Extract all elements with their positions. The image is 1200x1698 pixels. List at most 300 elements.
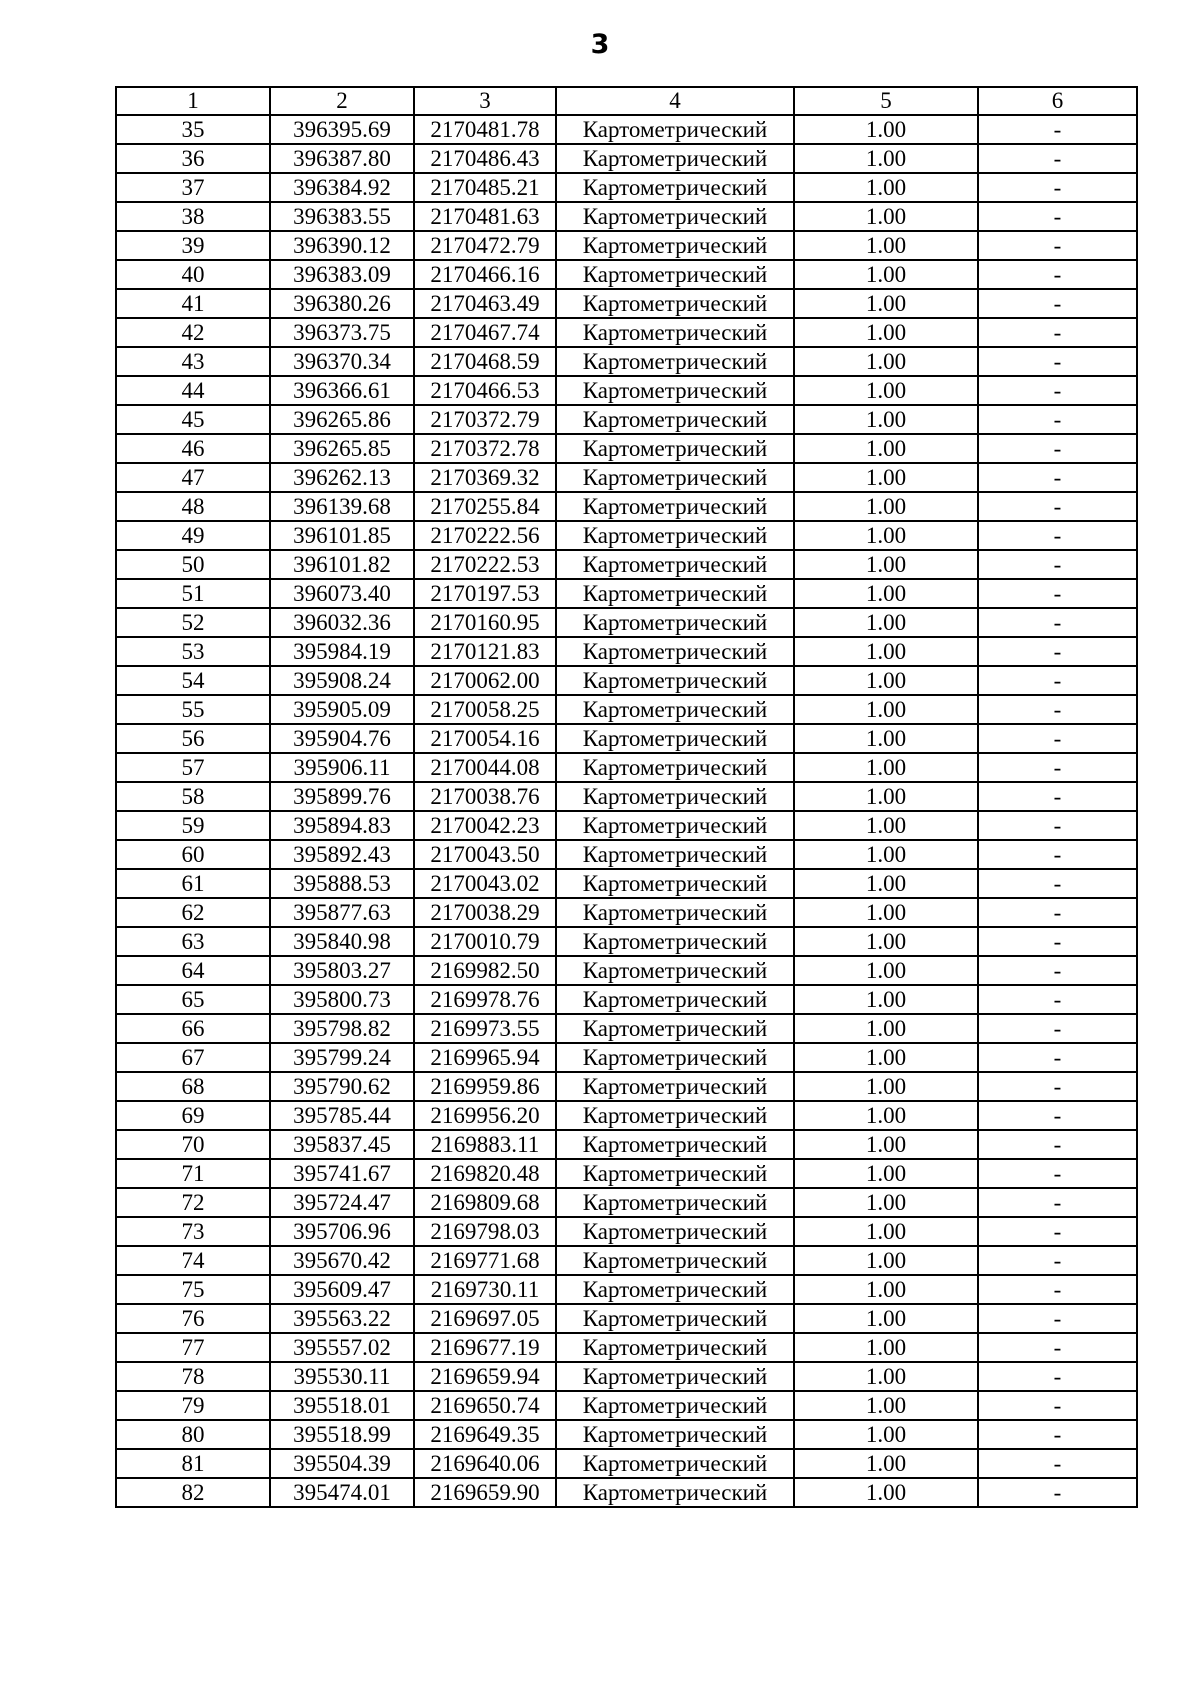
method-cell: Картометрический (556, 318, 794, 347)
point-number-cell: 45 (116, 405, 270, 434)
x-coordinate-cell: 395984.19 (270, 637, 414, 666)
method-cell: Картометрический (556, 434, 794, 463)
point-number-cell: 65 (116, 985, 270, 1014)
method-cell: Картометрический (556, 550, 794, 579)
point-number-cell: 68 (116, 1072, 270, 1101)
table-row (116, 1449, 1137, 1478)
note-cell: - (978, 405, 1137, 434)
point-number-cell: 76 (116, 1304, 270, 1333)
method-cell: Картометрический (556, 724, 794, 753)
table-row (116, 492, 1137, 521)
y-coordinate-cell: 2170372.78 (414, 434, 556, 463)
accuracy-cell: 1.00 (794, 376, 978, 405)
note-cell: - (978, 1159, 1137, 1188)
method-cell: Картометрический (556, 1362, 794, 1391)
header-cell-5: 5 (794, 87, 978, 115)
x-coordinate-cell: 396380.26 (270, 289, 414, 318)
y-coordinate-cell: 2169982.50 (414, 956, 556, 985)
y-coordinate-cell: 2169650.74 (414, 1391, 556, 1420)
table-row (116, 1188, 1137, 1217)
x-coordinate-cell: 396262.13 (270, 463, 414, 492)
point-number-cell: 72 (116, 1188, 270, 1217)
method-cell: Картометрический (556, 811, 794, 840)
table-row (116, 753, 1137, 782)
x-coordinate-cell: 395840.98 (270, 927, 414, 956)
y-coordinate-cell: 2170160.95 (414, 608, 556, 637)
x-coordinate-cell: 395798.82 (270, 1014, 414, 1043)
note-cell: - (978, 1246, 1137, 1275)
y-coordinate-cell: 2169730.11 (414, 1275, 556, 1304)
accuracy-cell: 1.00 (794, 492, 978, 521)
table-row (116, 1014, 1137, 1043)
point-number-cell: 75 (116, 1275, 270, 1304)
accuracy-cell: 1.00 (794, 463, 978, 492)
y-coordinate-cell: 2170222.53 (414, 550, 556, 579)
x-coordinate-cell: 395894.83 (270, 811, 414, 840)
method-cell: Картометрический (556, 608, 794, 637)
accuracy-cell: 1.00 (794, 1420, 978, 1449)
y-coordinate-cell: 2169978.76 (414, 985, 556, 1014)
y-coordinate-cell: 2170043.50 (414, 840, 556, 869)
accuracy-cell: 1.00 (794, 695, 978, 724)
table-row (116, 1304, 1137, 1333)
x-coordinate-cell: 395530.11 (270, 1362, 414, 1391)
accuracy-cell: 1.00 (794, 318, 978, 347)
y-coordinate-cell: 2169883.11 (414, 1130, 556, 1159)
note-cell: - (978, 521, 1137, 550)
point-number-cell: 67 (116, 1043, 270, 1072)
accuracy-cell: 1.00 (794, 173, 978, 202)
x-coordinate-cell: 395670.42 (270, 1246, 414, 1275)
x-coordinate-cell: 395803.27 (270, 956, 414, 985)
header-cell-1: 1 (116, 87, 270, 115)
point-number-cell: 37 (116, 173, 270, 202)
accuracy-cell: 1.00 (794, 1391, 978, 1420)
method-cell: Картометрический (556, 521, 794, 550)
y-coordinate-cell: 2169659.94 (414, 1362, 556, 1391)
y-coordinate-cell: 2169640.06 (414, 1449, 556, 1478)
point-number-cell: 74 (116, 1246, 270, 1275)
table-row (116, 1391, 1137, 1420)
y-coordinate-cell: 2169798.03 (414, 1217, 556, 1246)
accuracy-cell: 1.00 (794, 637, 978, 666)
point-number-cell: 40 (116, 260, 270, 289)
y-coordinate-cell: 2169659.90 (414, 1478, 556, 1507)
note-cell: - (978, 898, 1137, 927)
method-cell: Картометрический (556, 869, 794, 898)
accuracy-cell: 1.00 (794, 115, 978, 144)
x-coordinate-cell: 395837.45 (270, 1130, 414, 1159)
method-cell: Картометрический (556, 1420, 794, 1449)
note-cell: - (978, 956, 1137, 985)
note-cell: - (978, 927, 1137, 956)
table-row (116, 550, 1137, 579)
note-cell: - (978, 1449, 1137, 1478)
point-number-cell: 41 (116, 289, 270, 318)
coordinates-table (115, 86, 1138, 1508)
accuracy-cell: 1.00 (794, 753, 978, 782)
point-number-cell: 47 (116, 463, 270, 492)
point-number-cell: 49 (116, 521, 270, 550)
table-row (116, 579, 1137, 608)
table-row (116, 231, 1137, 260)
x-coordinate-cell: 396384.92 (270, 173, 414, 202)
y-coordinate-cell: 2170197.53 (414, 579, 556, 608)
table-row (116, 463, 1137, 492)
accuracy-cell: 1.00 (794, 1159, 978, 1188)
point-number-cell: 66 (116, 1014, 270, 1043)
y-coordinate-cell: 2169820.48 (414, 1159, 556, 1188)
method-cell: Картометрический (556, 231, 794, 260)
x-coordinate-cell: 395518.99 (270, 1420, 414, 1449)
header-cell-6: 6 (978, 87, 1137, 115)
x-coordinate-cell: 396395.69 (270, 115, 414, 144)
table-row (116, 1362, 1137, 1391)
header-cell-3: 3 (414, 87, 556, 115)
x-coordinate-cell: 395899.76 (270, 782, 414, 811)
x-coordinate-cell: 396073.40 (270, 579, 414, 608)
table-row (116, 1420, 1137, 1449)
accuracy-cell: 1.00 (794, 1246, 978, 1275)
note-cell: - (978, 1420, 1137, 1449)
x-coordinate-cell: 395892.43 (270, 840, 414, 869)
accuracy-cell: 1.00 (794, 260, 978, 289)
table-row (116, 811, 1137, 840)
x-coordinate-cell: 395800.73 (270, 985, 414, 1014)
accuracy-cell: 1.00 (794, 782, 978, 811)
x-coordinate-cell: 396383.55 (270, 202, 414, 231)
accuracy-cell: 1.00 (794, 231, 978, 260)
accuracy-cell: 1.00 (794, 666, 978, 695)
method-cell: Картометрический (556, 463, 794, 492)
point-number-cell: 50 (116, 550, 270, 579)
point-number-cell: 78 (116, 1362, 270, 1391)
note-cell: - (978, 492, 1137, 521)
method-cell: Картометрический (556, 898, 794, 927)
table-row (116, 666, 1137, 695)
note-cell: - (978, 724, 1137, 753)
note-cell: - (978, 347, 1137, 376)
note-cell: - (978, 1014, 1137, 1043)
point-number-cell: 38 (116, 202, 270, 231)
x-coordinate-cell: 396373.75 (270, 318, 414, 347)
point-number-cell: 70 (116, 1130, 270, 1159)
y-coordinate-cell: 2169649.35 (414, 1420, 556, 1449)
method-cell: Картометрический (556, 1304, 794, 1333)
accuracy-cell: 1.00 (794, 202, 978, 231)
note-cell: - (978, 1304, 1137, 1333)
note-cell: - (978, 231, 1137, 260)
point-number-cell: 43 (116, 347, 270, 376)
table-row (116, 840, 1137, 869)
method-cell: Картометрический (556, 1275, 794, 1304)
note-cell: - (978, 318, 1137, 347)
accuracy-cell: 1.00 (794, 1043, 978, 1072)
accuracy-cell: 1.00 (794, 1072, 978, 1101)
y-coordinate-cell: 2170466.16 (414, 260, 556, 289)
table-row (116, 376, 1137, 405)
table-row (116, 1072, 1137, 1101)
x-coordinate-cell: 395799.24 (270, 1043, 414, 1072)
note-cell: - (978, 173, 1137, 202)
x-coordinate-cell: 395908.24 (270, 666, 414, 695)
x-coordinate-cell: 395790.62 (270, 1072, 414, 1101)
note-cell: - (978, 811, 1137, 840)
table-row (116, 1159, 1137, 1188)
table-row (116, 1333, 1137, 1362)
x-coordinate-cell: 396370.34 (270, 347, 414, 376)
table-row (116, 695, 1137, 724)
y-coordinate-cell: 2170466.53 (414, 376, 556, 405)
table-row (116, 289, 1137, 318)
point-number-cell: 61 (116, 869, 270, 898)
x-coordinate-cell: 395518.01 (270, 1391, 414, 1420)
y-coordinate-cell: 2170481.78 (414, 115, 556, 144)
accuracy-cell: 1.00 (794, 1130, 978, 1159)
accuracy-cell: 1.00 (794, 1304, 978, 1333)
accuracy-cell: 1.00 (794, 956, 978, 985)
y-coordinate-cell: 2170043.02 (414, 869, 556, 898)
y-coordinate-cell: 2169965.94 (414, 1043, 556, 1072)
table-header (116, 87, 1137, 115)
method-cell: Картометрический (556, 1188, 794, 1217)
method-cell: Картометрический (556, 289, 794, 318)
note-cell: - (978, 1072, 1137, 1101)
accuracy-cell: 1.00 (794, 1014, 978, 1043)
x-coordinate-cell: 395741.67 (270, 1159, 414, 1188)
x-coordinate-cell: 395877.63 (270, 898, 414, 927)
y-coordinate-cell: 2170222.56 (414, 521, 556, 550)
accuracy-cell: 1.00 (794, 985, 978, 1014)
point-number-cell: 46 (116, 434, 270, 463)
point-number-cell: 39 (116, 231, 270, 260)
x-coordinate-cell: 395563.22 (270, 1304, 414, 1333)
point-number-cell: 63 (116, 927, 270, 956)
point-number-cell: 58 (116, 782, 270, 811)
note-cell: - (978, 434, 1137, 463)
point-number-cell: 81 (116, 1449, 270, 1478)
table-row (116, 927, 1137, 956)
table-row (116, 1246, 1137, 1275)
accuracy-cell: 1.00 (794, 1275, 978, 1304)
table-row (116, 115, 1137, 144)
point-number-cell: 80 (116, 1420, 270, 1449)
note-cell: - (978, 1275, 1137, 1304)
note-cell: - (978, 144, 1137, 173)
note-cell: - (978, 869, 1137, 898)
table-row (116, 869, 1137, 898)
table-row (116, 782, 1137, 811)
accuracy-cell: 1.00 (794, 1333, 978, 1362)
point-number-cell: 48 (116, 492, 270, 521)
accuracy-cell: 1.00 (794, 144, 978, 173)
table-row (116, 1130, 1137, 1159)
y-coordinate-cell: 2170481.63 (414, 202, 556, 231)
y-coordinate-cell: 2170372.79 (414, 405, 556, 434)
point-number-cell: 35 (116, 115, 270, 144)
point-number-cell: 54 (116, 666, 270, 695)
x-coordinate-cell: 396366.61 (270, 376, 414, 405)
accuracy-cell: 1.00 (794, 550, 978, 579)
page-number: 3 (590, 29, 610, 60)
x-coordinate-cell: 395706.96 (270, 1217, 414, 1246)
method-cell: Картометрический (556, 1246, 794, 1275)
point-number-cell: 62 (116, 898, 270, 927)
accuracy-cell: 1.00 (794, 1362, 978, 1391)
method-cell: Картометрический (556, 1333, 794, 1362)
method-cell: Картометрический (556, 1449, 794, 1478)
note-cell: - (978, 985, 1137, 1014)
accuracy-cell: 1.00 (794, 869, 978, 898)
method-cell: Картометрический (556, 666, 794, 695)
note-cell: - (978, 753, 1137, 782)
method-cell: Картометрический (556, 1101, 794, 1130)
y-coordinate-cell: 2170044.08 (414, 753, 556, 782)
point-number-cell: 57 (116, 753, 270, 782)
method-cell: Картометрический (556, 1391, 794, 1420)
x-coordinate-cell: 395474.01 (270, 1478, 414, 1507)
y-coordinate-cell: 2170062.00 (414, 666, 556, 695)
y-coordinate-cell: 2170468.59 (414, 347, 556, 376)
x-coordinate-cell: 396101.85 (270, 521, 414, 550)
method-cell: Картометрический (556, 1159, 794, 1188)
x-coordinate-cell: 395785.44 (270, 1101, 414, 1130)
x-coordinate-cell: 396139.68 (270, 492, 414, 521)
note-cell: - (978, 1043, 1137, 1072)
y-coordinate-cell: 2170255.84 (414, 492, 556, 521)
accuracy-cell: 1.00 (794, 521, 978, 550)
point-number-cell: 42 (116, 318, 270, 347)
method-cell: Картометрический (556, 1478, 794, 1507)
point-number-cell: 56 (116, 724, 270, 753)
method-cell: Картометрический (556, 1072, 794, 1101)
table-row (116, 1478, 1137, 1507)
note-cell: - (978, 1217, 1137, 1246)
note-cell: - (978, 115, 1137, 144)
table-row (116, 434, 1137, 463)
method-cell: Картометрический (556, 1043, 794, 1072)
method-cell: Картометрический (556, 695, 794, 724)
x-coordinate-cell: 395724.47 (270, 1188, 414, 1217)
note-cell: - (978, 1478, 1137, 1507)
point-number-cell: 79 (116, 1391, 270, 1420)
method-cell: Картометрический (556, 1130, 794, 1159)
point-number-cell: 36 (116, 144, 270, 173)
method-cell: Картометрический (556, 753, 794, 782)
note-cell: - (978, 550, 1137, 579)
accuracy-cell: 1.00 (794, 1188, 978, 1217)
point-number-cell: 73 (116, 1217, 270, 1246)
note-cell: - (978, 1362, 1137, 1391)
note-cell: - (978, 1391, 1137, 1420)
x-coordinate-cell: 395888.53 (270, 869, 414, 898)
y-coordinate-cell: 2170058.25 (414, 695, 556, 724)
method-cell: Картометрический (556, 1014, 794, 1043)
x-coordinate-cell: 396265.86 (270, 405, 414, 434)
point-number-cell: 69 (116, 1101, 270, 1130)
note-cell: - (978, 1188, 1137, 1217)
point-number-cell: 77 (116, 1333, 270, 1362)
method-cell: Картометрический (556, 202, 794, 231)
table-row (116, 144, 1137, 173)
x-coordinate-cell: 395904.76 (270, 724, 414, 753)
accuracy-cell: 1.00 (794, 1478, 978, 1507)
method-cell: Картометрический (556, 985, 794, 1014)
accuracy-cell: 1.00 (794, 347, 978, 376)
point-number-cell: 82 (116, 1478, 270, 1507)
note-cell: - (978, 840, 1137, 869)
accuracy-cell: 1.00 (794, 579, 978, 608)
y-coordinate-cell: 2170485.21 (414, 173, 556, 202)
y-coordinate-cell: 2169973.55 (414, 1014, 556, 1043)
note-cell: - (978, 376, 1137, 405)
note-cell: - (978, 637, 1137, 666)
note-cell: - (978, 1333, 1137, 1362)
method-cell: Картометрический (556, 637, 794, 666)
y-coordinate-cell: 2169959.86 (414, 1072, 556, 1101)
table-row (116, 521, 1137, 550)
table-row (116, 405, 1137, 434)
table-row (116, 637, 1137, 666)
method-cell: Картометрический (556, 260, 794, 289)
table-row (116, 985, 1137, 1014)
note-cell: - (978, 463, 1137, 492)
accuracy-cell: 1.00 (794, 840, 978, 869)
y-coordinate-cell: 2170010.79 (414, 927, 556, 956)
accuracy-cell: 1.00 (794, 724, 978, 753)
y-coordinate-cell: 2169956.20 (414, 1101, 556, 1130)
accuracy-cell: 1.00 (794, 405, 978, 434)
table-row (116, 956, 1137, 985)
x-coordinate-cell: 396383.09 (270, 260, 414, 289)
y-coordinate-cell: 2170486.43 (414, 144, 556, 173)
note-cell: - (978, 608, 1137, 637)
accuracy-cell: 1.00 (794, 811, 978, 840)
y-coordinate-cell: 2170467.74 (414, 318, 556, 347)
point-number-cell: 60 (116, 840, 270, 869)
note-cell: - (978, 202, 1137, 231)
y-coordinate-cell: 2170369.32 (414, 463, 556, 492)
point-number-cell: 64 (116, 956, 270, 985)
note-cell: - (978, 579, 1137, 608)
y-coordinate-cell: 2170472.79 (414, 231, 556, 260)
table-row (116, 1217, 1137, 1246)
point-number-cell: 55 (116, 695, 270, 724)
x-coordinate-cell: 396390.12 (270, 231, 414, 260)
table-row (116, 173, 1137, 202)
header-cell-4: 4 (556, 87, 794, 115)
y-coordinate-cell: 2170054.16 (414, 724, 556, 753)
y-coordinate-cell: 2169697.05 (414, 1304, 556, 1333)
accuracy-cell: 1.00 (794, 1217, 978, 1246)
accuracy-cell: 1.00 (794, 434, 978, 463)
x-coordinate-cell: 396265.85 (270, 434, 414, 463)
method-cell: Картометрический (556, 927, 794, 956)
x-coordinate-cell: 395504.39 (270, 1449, 414, 1478)
table-row (116, 318, 1137, 347)
table-row (116, 260, 1137, 289)
method-cell: Картометрический (556, 1217, 794, 1246)
note-cell: - (978, 695, 1137, 724)
y-coordinate-cell: 2169677.19 (414, 1333, 556, 1362)
method-cell: Картометрический (556, 173, 794, 202)
note-cell: - (978, 666, 1137, 695)
x-coordinate-cell: 396032.36 (270, 608, 414, 637)
y-coordinate-cell: 2170038.29 (414, 898, 556, 927)
y-coordinate-cell: 2170121.83 (414, 637, 556, 666)
table-body (116, 115, 1137, 1507)
accuracy-cell: 1.00 (794, 1101, 978, 1130)
